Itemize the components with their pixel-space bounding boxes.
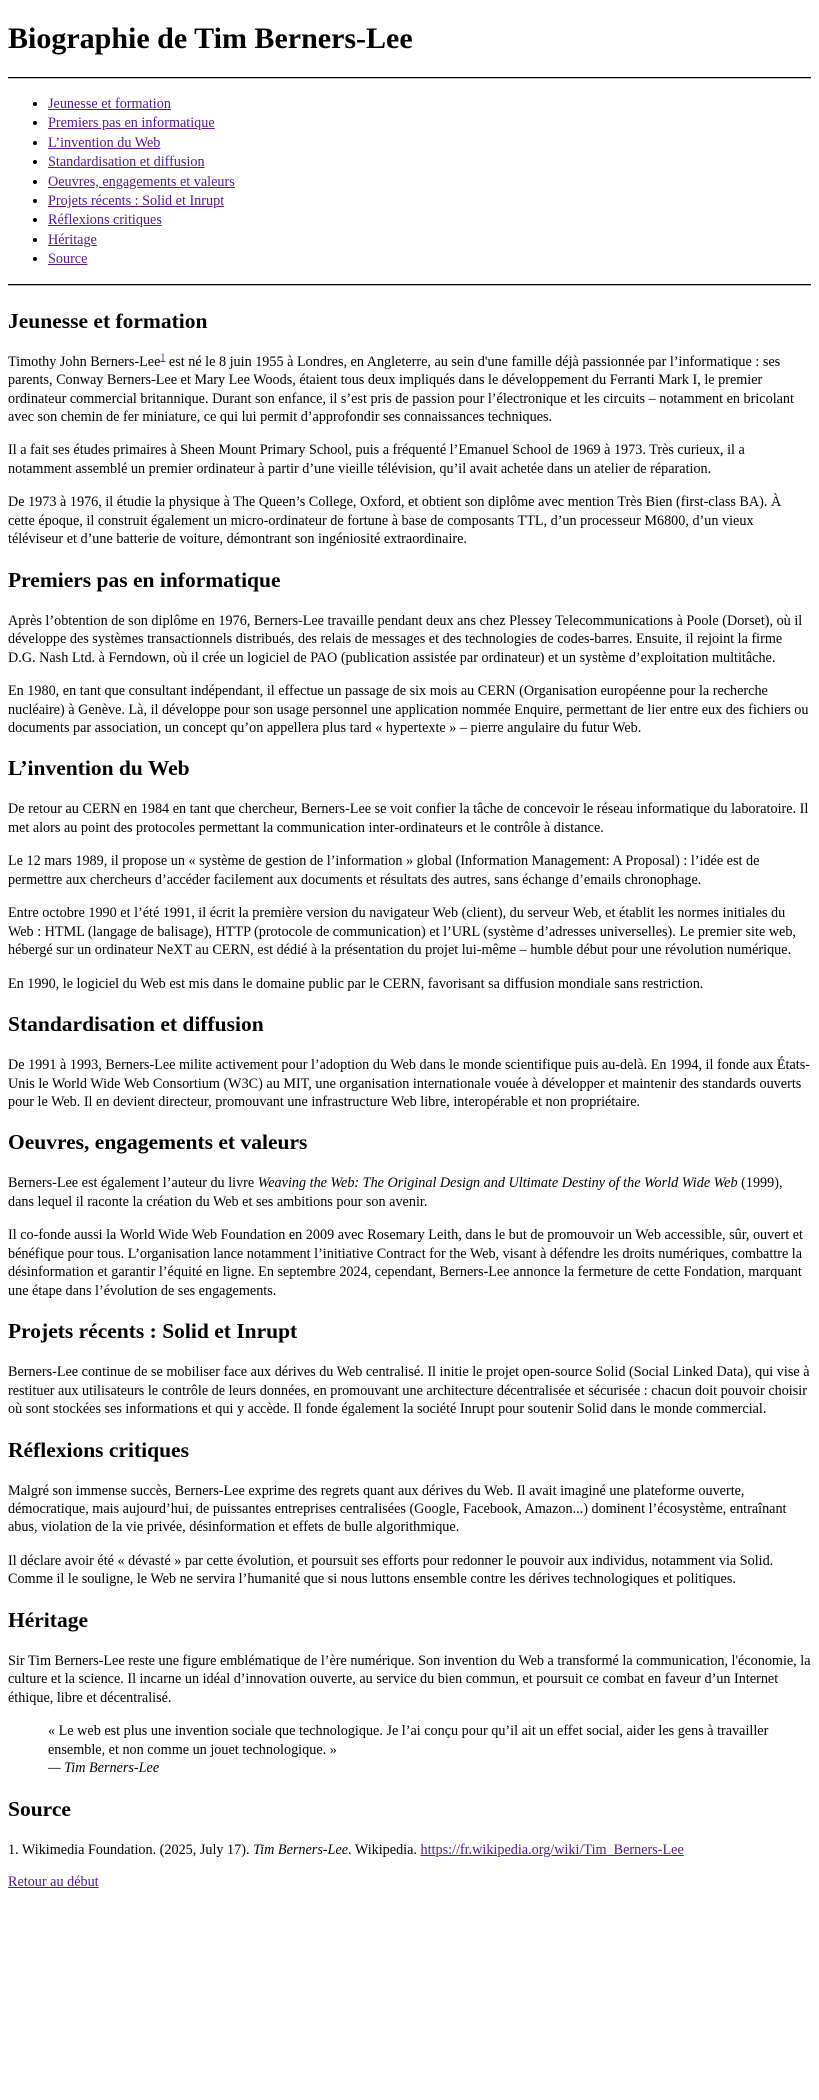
section-heading: Réflexions critiques	[8, 1437, 189, 1462]
section-projets	[8, 1318, 811, 1418]
reference	[8, 1841, 811, 1859]
paragraph	[8, 353, 811, 427]
toc-link-heritage[interactable]: Héritage	[48, 231, 97, 248]
toc-item	[48, 211, 811, 230]
quote-attribution: — Tim Berners-Lee	[48, 1760, 160, 1777]
toc-item	[48, 192, 811, 211]
section-reflexions	[8, 1437, 811, 1589]
paragraph: De 1991 à 1993, Berners-Lee milite activement pour l’adoption du Web dans le monde scientifique puis au-delà. En 1994, il fonde aux États-Unis le World Wide Web Consortium (W3C) au MIT, une organisation internationale vouée à développer et maintenir des standards ouverts pour le Web. Il en devient directeur, promouvant une infrastructure Web libre, interopérable et non propriétaire.	[8, 1057, 810, 1110]
toc-item	[48, 134, 811, 153]
footnote-ref[interactable]: 1	[160, 351, 166, 363]
section-heading: Source	[8, 1796, 71, 1821]
toc-link-jeunesse[interactable]: Jeunesse et formation	[48, 96, 171, 112]
reference-title: Tim Berners-Lee	[253, 1841, 349, 1858]
paragraph: De retour au CERN en 1984 en tant que chercheur, Berners-Lee se voit confier la tâche de concevoir le réseau informatique du laboratoire. Il met alors au point des protocoles permettant la communication inter-ordinateurs et le contrôle à distance.	[8, 801, 809, 836]
section-oeuvres	[8, 1129, 811, 1300]
section-invention	[8, 755, 811, 993]
page-title: Biographie de Tim Berners-Lee	[8, 22, 413, 55]
text: Timothy John Berners-Lee	[8, 353, 161, 370]
toc-link-standardisation[interactable]: Standardisation et diffusion	[48, 154, 205, 171]
paragraph: Il co-fonde aussi la World Wide Web Foundation en 2009 avec Rosemary Leith, dans le but de promouvoir un Web accessible, sûr, ouvert et bénéfique pour tous. L’organisation lance notamment l’initiative Contract for the Web, visant à défendre les droits numériques, combattre la désinformation et garantir l’équité en ligne. En septembre 2024, cependant, Berners-Lee annonce la fermeture de cette Fondation, marquant une étape dans l’évolution de ses engagements.	[8, 1227, 803, 1299]
section-jeunesse	[8, 308, 811, 549]
text: est né le 8 juin 1955 à Londres, en Angleterre, au sein d'une famille déjà passionnée par l’informatique : ses parents, Conway Berners-Lee et Mary Lee Woods, étaient tous deux impliqués dans le développement du Ferranti Mark I, le premier ordinateur commercial britannique. Durant son enfance, il s’est pris de passion pour l’électronique et les circuits – notamment en bricolant avec son chemin de fer miniature, ce qui lui permit d’approfondir ses connaissances techniques.	[8, 353, 794, 426]
divider	[8, 77, 811, 79]
section-heading: Oeuvres, engagements et valeurs	[8, 1130, 308, 1155]
paragraph: Il a fait ses études primaires à Sheen Mount Primary School, puis a fréquenté l’Emanuel School de 1969 à 1973. Très curieux, il a notamment assemblé un premier ordinateur à partir d’une vieille télévision, qu’il avait achetée dans un atelier de réparation.	[8, 442, 745, 477]
section-source	[8, 1796, 811, 1859]
section-heading: Projets récents : Solid et Inrupt	[8, 1319, 298, 1344]
section-heading: L’invention du Web	[8, 756, 190, 781]
paragraph: En 1990, le logiciel du Web est mis dans le domaine public par le CERN, favorisant sa diffusion mondiale sans restriction.	[8, 975, 704, 992]
back-to-top-link[interactable]: Retour au début	[8, 1873, 99, 1890]
text: . Wikipedia.	[348, 1841, 421, 1858]
toc-item	[48, 173, 811, 192]
section-heading: Héritage	[8, 1607, 88, 1632]
paragraph: Malgré son immense succès, Berners-Lee exprime des regrets quant aux dérives du Web. Il avait imaginé une plateforme ouverte, démocratique, mais aujourd’hui, de puissantes entreprises centralisées (Google, Facebook, Amazon...) dominent l’écosystème, entraînant abus, violation de la vie privée, désinformation et effets de bulle algorithmique.	[8, 1482, 787, 1536]
section-standardisation	[8, 1011, 811, 1111]
toc-item	[48, 231, 811, 250]
section-heading: Standardisation et diffusion	[8, 1012, 264, 1037]
reference-link[interactable]: https://fr.wikipedia.org/wiki/Tim_Berners-Lee	[420, 1841, 684, 1858]
toc-item	[48, 153, 811, 172]
toc-item	[48, 114, 811, 133]
toc-link-reflexions[interactable]: Réflexions critiques	[48, 212, 162, 229]
quote-text: « Le web est plus une invention sociale que technologique. Je l’ai conçu pour qu’il ait un effet social, aider les gens à travailler ensemble, et non comme un jouet technologique. »	[48, 1723, 769, 1758]
toc-item	[48, 250, 811, 269]
paragraph: Berners-Lee continue de se mobiliser face aux dérives du Web centralisé. Il initie le projet open-source Solid (Social Linked Data), qui vise à restituer aux utilisateurs le contrôle de leurs données, en promouvant une architecture décentralisée et sécurisée : chacun doit pouvoir choisir où sont stockées ses informations et qui y accède. Il fonde également la société Inrupt pour soutenir Solid dans le monde commercial.	[8, 1364, 810, 1418]
toc-item	[48, 95, 811, 114]
divider	[8, 284, 811, 286]
section-heading: Jeunesse et formation	[8, 308, 208, 333]
quote-block	[48, 1722, 811, 1777]
paragraph: Il déclare avoir été « dévasté » par cette évolution, et poursuit ses efforts pour redonner le pouvoir aux individus, notamment via Solid. Comme il le souligne, le Web ne servira l’humanité que si nous luttons ensemble contre les dérives technologiques et politiques.	[8, 1552, 774, 1588]
section-heritage	[8, 1607, 811, 1778]
toc-link-source[interactable]: Source	[48, 251, 88, 268]
book-title: Weaving the Web: The Original Design and Ultimate Destiny of the World Wide Web	[257, 1175, 738, 1192]
toc-link-projets[interactable]: Projets récents : Solid et Inrupt	[48, 193, 225, 210]
table-of-contents	[8, 95, 811, 270]
paragraph: Après l’obtention de son diplôme en 1976, Berners-Lee travaille pendant deux ans chez Plessey Telecommunications à Poole (Dorset), où il développe des systèmes transactionnels distribués, des relais de messages et des technologies de codes-barres. Ensuite, il rejoint la firme D.G. Nash Ltd. à Ferndown, où il crée un logiciel de PAO (publication assistée par ordinateur) et un système d’exploitation multitâche.	[8, 612, 803, 666]
paragraph: Sir Tim Berners-Lee reste une figure emblématique de l’ère numérique. Son invention du Web a transformé la communication, l'économie, la culture et la science. Il incarne un idéal d’innovation ouverte, au service du bien commun, et poursuit ce combat en faveur d’un Internet éthique, libre et décentralisé.	[8, 1652, 811, 1706]
paragraph: De 1973 à 1976, il étudie la physique à The Queen’s College, Oxford, et obtient son diplôme avec mention Très Bien (first-class BA). À cette époque, il construit également un micro-ordinateur de fortune à base de composants TTL, d’un processeur M6800, d’un vieux téléviseur et d’une batterie de voiture, démontrant son ingéniosité extraordinaire.	[8, 494, 782, 548]
toc-link-premiers[interactable]: Premiers pas en informatique	[48, 115, 215, 132]
paragraph	[8, 1174, 811, 1211]
paragraph: Entre octobre 1990 et l’été 1991, il écrit la première version du navigateur Web (client), du serveur Web, et établit les normes initiales du Web : HTML (langage de balisage), HTTP (protocole de communication) et l’URL (système d’adresses universelles). Le premier site web, hébergé sur un ordinateur NeXT au CERN, est dédié à la présentation du projet lui-même – humble début pour une révolution numérique.	[8, 905, 796, 959]
toc-link-invention[interactable]: L’invention du Web	[48, 134, 161, 151]
section-heading: Premiers pas en informatique	[8, 567, 281, 592]
text: Berners-Lee est également l’auteur du livre	[8, 1175, 258, 1192]
text: (1999), dans lequel il raconte la création du Web et ses ambitions pour son avenir.	[8, 1175, 783, 1210]
paragraph: Le 12 mars 1989, il propose un « système de gestion de l’information » global (Information Management: A Proposal) : l’idée est de permettre aux chercheurs d’accéder facilement aux documents et résultats des autres, sans échange d’emails chronophage.	[8, 853, 760, 888]
paragraph: En 1980, en tant que consultant indépendant, il effectue un passage de six mois au CERN (Organisation européenne pour la recherche nucléaire) à Genève. Là, il développe pour son usage personnel une application nommée Enquire, permettant de lier entre eux des fichiers ou documents par association, un concept qu’on appellera plus tard « hypertexte » – pierre angulaire du futur Web.	[8, 683, 809, 736]
text: 1. Wikimedia Foundation. (2025, July 17).	[8, 1841, 254, 1858]
toc-link-oeuvres[interactable]: Oeuvres, engagements et valeurs	[48, 173, 235, 190]
section-premiers	[8, 567, 811, 738]
